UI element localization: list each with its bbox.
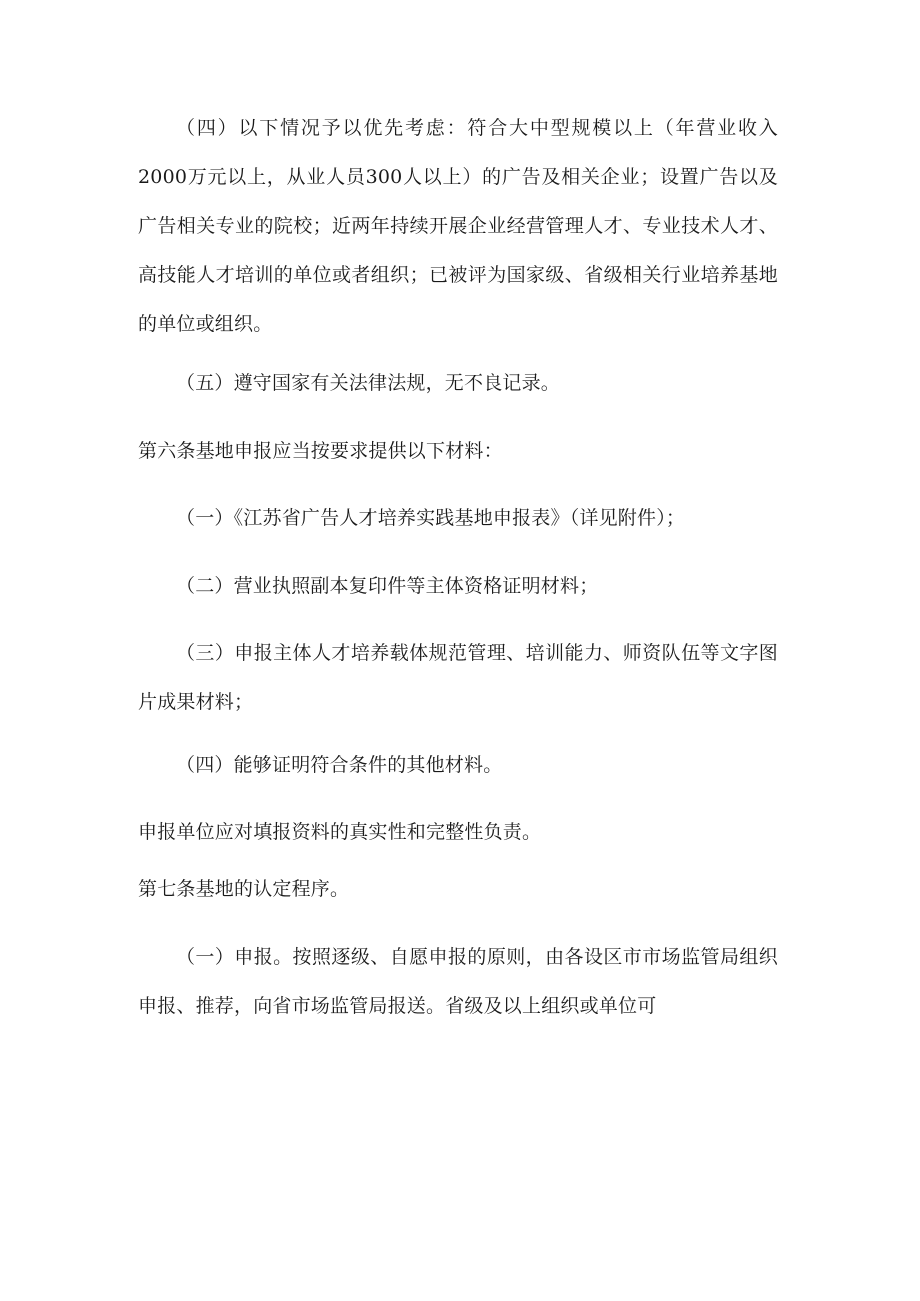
paragraph-application-procedure: （一）申报。按照逐级、自愿申报的原则，由各设区市市场监管局组织申报、推荐，向省市场监管局报送。省级及以上组织或单位可 [138, 946, 778, 1017]
paragraph-other-materials: （四）能够证明符合条件的其他材料。 [176, 754, 503, 776]
paragraph-responsibility: 申报单位应对填报资料的真实性和完整性负责。 [138, 821, 542, 843]
paragraph-compliance: （五）遵守国家有关法律法规，无不良记录。 [176, 372, 561, 394]
paragraph-article-six: 第六条基地申报应当按要求提供以下材料： [138, 440, 503, 462]
paragraph-article-seven: 第七条基地的认定程序。 [138, 878, 350, 900]
paragraph-business-license: （二）营业执照副本复印件等主体资格证明材料； [176, 575, 599, 597]
paragraph-training-materials: （三）申报主体人才培养载体规范管理、培训能力、师资队伍等文字图片成果材料； [138, 642, 778, 713]
paragraph-application-form: （一）《江苏省广告人才培养实践基地申报表》（详见附件）； [176, 507, 686, 529]
paragraph-priority-conditions: （四）以下情况予以优先考虑：符合大中型规模以上（年营业收入2000万元以上，从业人员300人以上）的广告及相关企业；设置广告以及广告相关专业的院校；近两年持续开展企业经营管理人才、专业技术人才、高技能人才培训的单位或者组织；已被评为国家级、省级相关行业培养基地的单位或组织。 [138, 117, 778, 335]
